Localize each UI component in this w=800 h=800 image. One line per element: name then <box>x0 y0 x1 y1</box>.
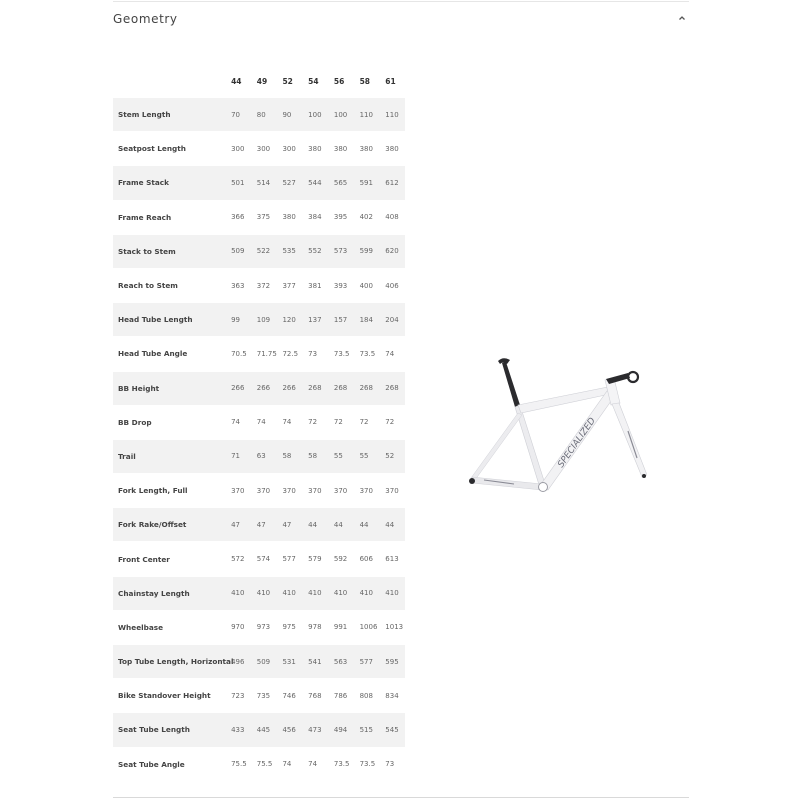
table-cell: 157 <box>328 303 354 337</box>
table-row <box>113 439 405 473</box>
bike-frame-image <box>462 353 647 496</box>
table-cell: 366 <box>225 200 251 234</box>
table-cell: 377 <box>276 268 302 302</box>
table-cell: 973 <box>251 610 277 644</box>
size-header: 61 <box>385 77 396 86</box>
table-cell: 545 <box>379 713 405 747</box>
table-cell: 501 <box>225 166 251 200</box>
table-cell: 393 <box>328 268 354 302</box>
table-cell: 268 <box>328 371 354 405</box>
row-label: Fork Length, Full <box>113 474 225 508</box>
front-dropout-shape <box>642 474 646 478</box>
table-cell: 73.5 <box>328 747 354 781</box>
table-cell: 109 <box>251 303 277 337</box>
table-cell: 723 <box>225 679 251 713</box>
table-cell: 44 <box>354 508 380 542</box>
table-cell: 515 <box>354 713 380 747</box>
table-cell: 90 <box>276 98 302 132</box>
table-cell: 456 <box>276 713 302 747</box>
table-row <box>113 405 405 439</box>
table-cell: 47 <box>251 508 277 542</box>
table-cell: 408 <box>379 200 405 234</box>
row-label: Seat Tube Angle <box>113 747 225 781</box>
header-corner <box>113 65 225 98</box>
table-cell: 268 <box>302 371 328 405</box>
row-label: Fork Rake/Offset <box>113 508 225 542</box>
row-label: Top Tube Length, Horizontal <box>113 645 225 679</box>
row-label: BB Height <box>113 371 225 405</box>
row-label: Seatpost Length <box>113 132 225 166</box>
table-cell: 410 <box>354 576 380 610</box>
row-label: Frame Stack <box>113 166 225 200</box>
table-cell: 381 <box>302 268 328 302</box>
table-cell: 410 <box>276 576 302 610</box>
geometry-table-body <box>113 98 405 781</box>
table-cell: 370 <box>225 474 251 508</box>
table-cell: 55 <box>328 439 354 473</box>
table-cell: 55 <box>354 439 380 473</box>
table-cell: 73.5 <box>354 747 380 781</box>
table-cell: 380 <box>276 200 302 234</box>
table-cell: 372 <box>251 268 277 302</box>
table-cell: 268 <box>379 371 405 405</box>
table-cell: 978 <box>302 610 328 644</box>
row-label: Front Center <box>113 542 225 576</box>
table-cell: 363 <box>225 268 251 302</box>
table-cell: 380 <box>328 132 354 166</box>
table-cell: 370 <box>251 474 277 508</box>
table-cell: 991 <box>328 610 354 644</box>
table-cell: 380 <box>354 132 380 166</box>
table-cell: 110 <box>379 98 405 132</box>
table-row <box>113 576 405 610</box>
table-cell: 834 <box>379 679 405 713</box>
table-cell: 47 <box>225 508 251 542</box>
table-cell: 531 <box>276 645 302 679</box>
table-cell: 71.75 <box>251 337 277 371</box>
table-cell: 74 <box>251 405 277 439</box>
table-row <box>113 234 405 268</box>
table-cell: 268 <box>354 371 380 405</box>
table-cell: 579 <box>302 542 328 576</box>
table-cell: 300 <box>251 132 277 166</box>
table-cell: 52 <box>379 439 405 473</box>
table-cell: 75.5 <box>225 747 251 781</box>
size-header: 49 <box>256 77 268 86</box>
fork-shape <box>612 403 647 477</box>
table-cell: 473 <box>302 713 328 747</box>
size-header: 56 <box>333 77 345 86</box>
table-cell: 509 <box>225 234 251 268</box>
table-cell: 72 <box>328 405 354 439</box>
table-cell: 565 <box>328 166 354 200</box>
table-cell: 1006 <box>354 610 380 644</box>
row-label: Stack to Stem <box>113 234 225 268</box>
table-cell: 384 <box>302 200 328 234</box>
table-cell: 1013 <box>379 610 405 644</box>
table-cell: 544 <box>302 166 328 200</box>
row-label: Stem Length <box>113 98 225 132</box>
table-cell: 535 <box>276 234 302 268</box>
table-cell: 73 <box>302 337 328 371</box>
table-cell: 70 <box>225 98 251 132</box>
size-header: 44 <box>231 77 242 86</box>
table-cell: 410 <box>328 576 354 610</box>
table-row <box>113 645 405 679</box>
size-header: 58 <box>359 77 371 86</box>
table-cell: 204 <box>379 303 405 337</box>
table-cell: 577 <box>354 645 380 679</box>
table-cell: 606 <box>354 542 380 576</box>
table-cell: 72 <box>302 405 328 439</box>
table-cell: 410 <box>251 576 277 610</box>
table-cell: 494 <box>328 713 354 747</box>
table-cell: 99 <box>225 303 251 337</box>
row-label: Head Tube Angle <box>113 337 225 371</box>
table-cell: 75.5 <box>251 747 277 781</box>
row-label: Seat Tube Length <box>113 713 225 747</box>
table-row <box>113 200 405 234</box>
table-cell: 266 <box>225 371 251 405</box>
table-cell: 514 <box>251 166 277 200</box>
table-cell: 120 <box>276 303 302 337</box>
bottom-bracket-shape <box>539 483 548 492</box>
table-cell: 100 <box>302 98 328 132</box>
table-cell: 541 <box>302 645 328 679</box>
table-cell: 410 <box>379 576 405 610</box>
table-cell: 184 <box>354 303 380 337</box>
table-cell: 300 <box>225 132 251 166</box>
chevron-up-icon[interactable] <box>677 13 687 23</box>
table-cell: 370 <box>302 474 328 508</box>
table-cell: 522 <box>251 234 277 268</box>
table-row <box>113 508 405 542</box>
table-cell: 73 <box>379 747 405 781</box>
table-cell: 63 <box>251 439 277 473</box>
table-cell: 574 <box>251 542 277 576</box>
table-cell: 735 <box>251 679 277 713</box>
table-cell: 613 <box>379 542 405 576</box>
table-cell: 266 <box>276 371 302 405</box>
table-cell: 58 <box>302 439 328 473</box>
seatpost-shape <box>502 362 520 407</box>
table-cell: 402 <box>354 200 380 234</box>
table-cell: 380 <box>379 132 405 166</box>
frame-logo-text: SPECIALIZED <box>556 416 598 470</box>
table-row <box>113 166 405 200</box>
table-cell: 563 <box>328 645 354 679</box>
table-cell: 72.5 <box>276 337 302 371</box>
row-label: Chainstay Length <box>113 576 225 610</box>
table-cell: 370 <box>328 474 354 508</box>
table-cell: 509 <box>251 645 277 679</box>
table-cell: 44 <box>302 508 328 542</box>
table-cell: 746 <box>276 679 302 713</box>
table-row <box>113 474 405 508</box>
row-label: Wheelbase <box>113 610 225 644</box>
table-cell: 599 <box>354 234 380 268</box>
table-row <box>113 610 405 644</box>
table-cell: 300 <box>276 132 302 166</box>
size-header: 52 <box>282 77 293 86</box>
table-cell: 395 <box>328 200 354 234</box>
table-cell: 433 <box>225 713 251 747</box>
row-label: Trail <box>113 439 225 473</box>
table-cell: 73.5 <box>328 337 354 371</box>
row-label: Reach to Stem <box>113 268 225 302</box>
table-cell: 137 <box>302 303 328 337</box>
table-cell: 612 <box>379 166 405 200</box>
table-cell: 808 <box>354 679 380 713</box>
table-cell: 496 <box>225 645 251 679</box>
row-label: Frame Reach <box>113 200 225 234</box>
table-row <box>113 747 405 781</box>
table-cell: 380 <box>302 132 328 166</box>
table-cell: 370 <box>354 474 380 508</box>
table-cell: 47 <box>276 508 302 542</box>
table-row <box>113 337 405 371</box>
table-cell: 445 <box>251 713 277 747</box>
table-cell: 70.5 <box>225 337 251 371</box>
table-cell: 577 <box>276 542 302 576</box>
table-cell: 527 <box>276 166 302 200</box>
table-cell: 410 <box>302 576 328 610</box>
table-cell: 552 <box>302 234 328 268</box>
table-cell: 591 <box>354 166 380 200</box>
row-label: Bike Standover Height <box>113 679 225 713</box>
table-cell: 74 <box>302 747 328 781</box>
geometry-table <box>113 65 405 782</box>
row-label: BB Drop <box>113 405 225 439</box>
table-row <box>113 303 405 337</box>
table-cell: 73.5 <box>354 337 380 371</box>
table-cell: 80 <box>251 98 277 132</box>
table-row <box>113 268 405 302</box>
table-cell: 400 <box>354 268 380 302</box>
top-divider <box>113 1 689 2</box>
table-cell: 406 <box>379 268 405 302</box>
table-row <box>113 679 405 713</box>
table-cell: 573 <box>328 234 354 268</box>
table-cell: 266 <box>251 371 277 405</box>
table-cell: 620 <box>379 234 405 268</box>
table-cell: 100 <box>328 98 354 132</box>
stem-shape <box>606 373 630 384</box>
table-cell: 370 <box>379 474 405 508</box>
table-cell: 74 <box>225 405 251 439</box>
table-cell: 970 <box>225 610 251 644</box>
table-row <box>113 132 405 166</box>
table-row <box>113 713 405 747</box>
table-cell: 768 <box>302 679 328 713</box>
table-row <box>113 542 405 576</box>
table-cell: 375 <box>251 200 277 234</box>
table-cell: 786 <box>328 679 354 713</box>
row-label: Head Tube Length <box>113 303 225 337</box>
table-cell: 110 <box>354 98 380 132</box>
table-cell: 410 <box>225 576 251 610</box>
table-cell: 74 <box>276 405 302 439</box>
table-cell: 44 <box>328 508 354 542</box>
table-cell: 975 <box>276 610 302 644</box>
table-cell: 595 <box>379 645 405 679</box>
table-cell: 370 <box>276 474 302 508</box>
section-title: Geometry <box>113 12 178 26</box>
size-header-row <box>113 65 405 98</box>
table-cell: 72 <box>354 405 380 439</box>
table-cell: 72 <box>379 405 405 439</box>
seat-stay-shape <box>471 413 522 480</box>
table-cell: 592 <box>328 542 354 576</box>
table-cell: 74 <box>379 337 405 371</box>
table-row <box>113 98 405 132</box>
table-cell: 74 <box>276 747 302 781</box>
geometry-section-header[interactable] <box>113 10 689 32</box>
table-cell: 58 <box>276 439 302 473</box>
rear-dropout-shape <box>469 478 475 484</box>
size-header: 54 <box>308 77 319 86</box>
bottom-divider <box>113 797 689 798</box>
table-cell: 44 <box>379 508 405 542</box>
table-row <box>113 371 405 405</box>
table-cell: 572 <box>225 542 251 576</box>
table-cell: 71 <box>225 439 251 473</box>
